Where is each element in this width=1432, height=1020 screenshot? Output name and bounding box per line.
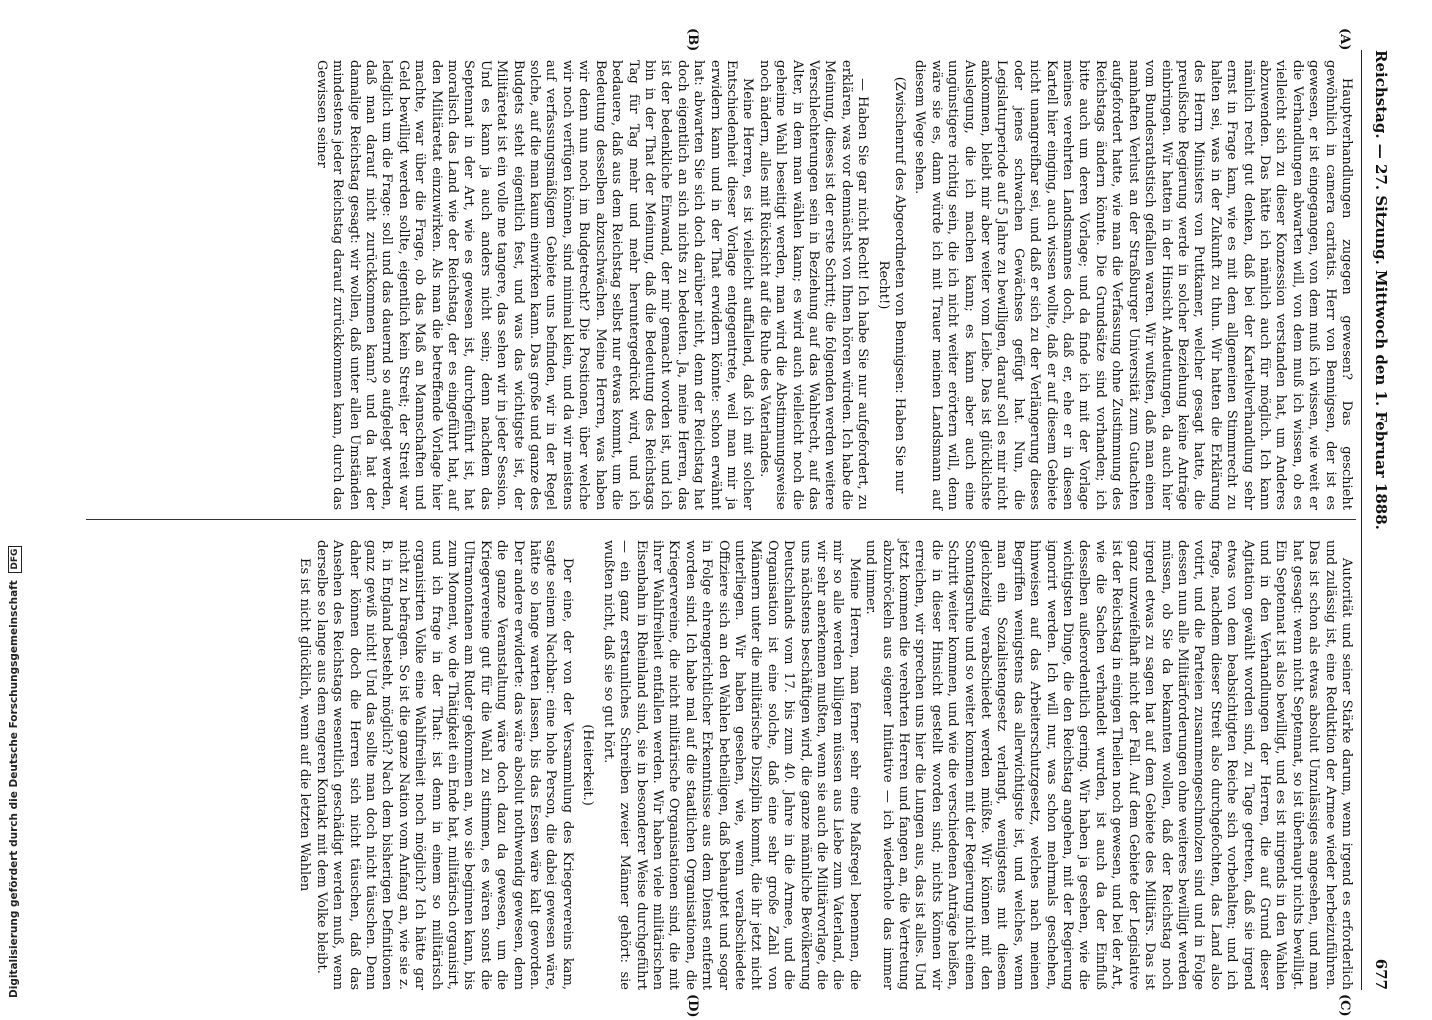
page-header (1364, 50, 1394, 990)
right-column (84, 540, 1354, 990)
margin-mark-d: (D) (685, 994, 700, 1018)
paragraph: Meine Herren, man ferner sehr eine Maßregel benennen, die mir so alle werden billigen müssen aus Liebe zum Vaterland, die wir sehr anerkennen mußten, wenn sie auch die Militärvorlage, die uns nächstens beschäftigen wird, die ganze männliche Bevölkerung Deutschlands vom 17. bis zum 40. Jahre in die Armee, und die Organisation ist eine solche, daß eine sehr große Zahl von Männern unter die militärische Disziplin kommt, die ihr jetzt nicht unterliegen. Wir haben gesehen, wie, wenn verabschiedete Offiziere sich an den Wahlen betheiligen, daß behauptet und sogar in Folge ehrengerichtlicher Erkenntnisse aus dem Dienst entfernt worden sind. Ich habe mal auf die staatlichen Organisationen, die Kriegervereine, die nicht militärische Organisationen sind, die mit ihrer Wahlfreiheit entfallen werden. Wir haben viele militärischen Eisenbahn in Rheinland sind, sie in besonderer Weise durchgeführt — ein ganz erstaunliches Schreiben zweier Männer gehört: sie wußten nicht, daß sie so gut hört. (600, 540, 862, 990)
paragraph: Es ist nicht glücklich, wenn auf die letzten Wahlen (297, 558, 313, 892)
rotated-scan (80, 20, 1400, 1020)
interjection: (Zwischenruf des Abgeordneten von Bennigsen: Haben Sie nur Recht!) (875, 76, 908, 494)
paragraph: Der eine, der von der Versammlung des Kriegervereins kam, sagte seinem Nachbar: eine hohe Person, die dabei gewesen wäre, hätte so lange warten lassen, bis das Essen wäre kalt geworden. Der andere erwiderte: das wäre absolut nothwendig gewesen, denn die ganze Veranstaltung wäre doch dazu da gewesen, um die Kriegervereine gut für die Wahl zu stimmen, es wären sonst die Ultramontanen am Ruder gekommen an, wo sie beginnen kann, bis zum Moment, wo die Thätigkeit ein Ende hat, militärisch organisirt, und ich frage in der That: ist denn in einem so militärisch organisirten Volke eine Wahlfreiheit noch möglich? Ich hätte gar nicht zu befragen. So ist die ganze Nation vom Anfang an, wie sie z. B. in England besteht, möglich? Nach dem bisherigen Definitionen ganz gewiß nicht! Und das sollte man doch nicht täuschen. Denn daher können doch die Herren sich nicht täuschen, daß das Ansehen des Reichstags wesentlich geschädigt werden muß, wenn derselbe so lange aus dem engeren Kontakt mit dem Volke bleibt. (313, 540, 575, 990)
left-column (84, 60, 1354, 510)
footer-text-line (4, 548, 24, 998)
header-divider (1361, 50, 1362, 990)
interjection: (Heiterkeit.) (580, 724, 596, 806)
footer-text: Digitalisierung gefördert durch die Deutsche Forschungsgemeinschaft (8, 580, 20, 998)
margin-mark-b: (B) (685, 28, 700, 52)
dfg-logo: DFG (8, 546, 22, 573)
digitization-footer (4, 548, 24, 998)
paragraph: — Haben Sie gar nicht Recht! Ich habe Sie nur aufgefordert, zu erklären, was vor demnächst von Ihnen hören würden. Ich habe die Meinung, dieses ist der erste Schritt; die folgenden werden weitere Verschlechterungen sein in Beziehung auf das Wahlrecht, auf das Alter, in dem man wählen kann; es wird auch vielleicht noch die geheime Wahl beseitigt werden, man wird die Abstimmungsweise noch ändern, alles mit Rücksicht auf die Ruhe des Vaterlandes. (756, 60, 871, 510)
margin-mark-c: (C) (1337, 994, 1352, 1017)
paragraph: Hauptverhandlungen zugegen gewesen? Das geschieht gewöhnlich in camera caritatis. Herr von Bennigsen, der ist es gewesen, er ist eingegangen, von dem muß ich wissen, wie weit er die Verhandlungen abwarten will, von dem muß ich wissen, ob es vielleicht sich zu dieser Konzession verstanden hat, um Anderes abzuwenden. Das hätte ich nämlich auch für möglich. Ich kann nämlich recht gut denken, daß bei der Kartellverhandlung sehr ernst in Frage kam, wie es mit dem allgemeinen Stimmrecht zu halten sei, was in der Zukunft zu thun. Wir hatten die Erklärung des Herrn Ministers von Puttkamer, welcher gesagt hatte, die preußische Regierung werde in solcher Beziehung keine Anträge einbringen. Wir hatten in der Hinsicht Andeutungen, da auch hier vom Bundesrathstisch gefallen waren. Wir wußten, daß man einen namhaften Verlust an der Straßburger Universität zum Gutachten aufgefordert hatte, wie man die Verfassung ohne Zustimmung des Reichstags ändern könnte. Die Grundsätze sind vorhanden; ich bitte auch um deren Vorlage; und da finde ich mit der Vorlage meines verehrten Landsmannes doch, daß er, ehe er in diesen Kartell hier einging, auch wissen wollte, daß er auf diesem Gebiete nicht unangreifbar sei, und daß er sich zu der Verlängerung dieses oder jenes schwachen Gewächses gefügt hat. Nun, die Legislaturperiode auf 5 Jahre zu bewilligen, darauf soll es mir nicht ankommen, bleibt mir aber weiter vom Leibe. Das ist glücklichste Auslegung, die ich machen kann; es kann aber auch eine ungünstigere richtig sein, die ich nicht weiter erörtern will, denn wäre sie es, dann würde ich mit Trauer meinen Landsmann auf diesem Wege sehen. (912, 60, 1354, 510)
page-number: 677 (1372, 958, 1390, 990)
column-divider (86, 519, 1356, 520)
paragraph: Autorität und seiner Stärke darum, wenn irgend es erforderlich und zulässig ist, eine Reduktion der Armee wieder herbeizuführen. Das ist schon als etwas absolut Unzulässiges angesehen, und man hat gesagt: wenn nicht Septennat, so ist überhaupt nichts bewilligt. Ein Septennat ist also bewilligt, und es ist nirgends in den Wahlen und in den Verhandlungen der Herren, die auf Grund dieser Agitation gewählt worden sind, zu Tage getreten, daß sie irgend etwas von dem beabsichtigten Reiche sich vorbehalten; und ich frage, nachdem dieser Streit also durchgefochten, das Land also votirt, und die Parteien zusammengeschmolzen sind und in Folge dessen nun alle Militärforderungen ohne weiteres bewilligt werden müssen, ob Sie da bekannten wollen, daß der Reichstag noch irgend etwas zu sagen hat auf dem Gebiete des Militärs. Das ist ganz unzweifelhaft nicht der Fall. Auf dem Gebiete der Legislative ist der Reichstag in einigen Theilen noch gewesen, und bei der Art, wie die Sachen verhandelt wurden, ist auch da der Einfluß desselben außerordentlich gering. Wir haben ja gesehen, wie die wichtigsten Dinge, die den Reichstag angehen, mit der Regierung ignorirt werden. Ich will nur, was schon mehrmals geschehen, hinweisen auf das Arbeiterschutzgesetz, welches nach meinen Begriffen wenigstens das allerwichtigste ist, und welches, wenn man ein Sozialistengesetz verlangt, wenigstens mit diesem gleichzeitig verabschiedet werden müßte. Wir können mit den Sonntagsruhe und so weiter kommen mit der Regierung nicht einen Schritt weiter kommen, und wie die verschiedenen Anträge heißen, die in dieser Hinsicht gestellt worden sind; nichts können wir erreichen, wir sprechen uns hier die Lungen aus, das ist alles. Und jetzt kommen die verehrten Herren und fangen an, die Vertretung abzubröckeln aus eigener Initiative — ich wiederhole das immer und immer. (863, 540, 1354, 990)
paragraph: Meine Herren, es ist vielleicht auffallend, daß ich mit solcher Entschiedenheit dieser Vorlage entgegentrete, weil man mir ja erwidern kann und in der That erwidern könnte: schon erwähnt hat: abwarten Sie sich doch darüber nicht, denn der Reichstag hat doch eigentlich an sich nichts zu bedeuten. Ja, meine Herren, das ist der bedenkliche Einwand, der mir gemacht worden ist, und ich bin in der That der Meinung, daß die Bedeutung des Reichstags Tag für Tag mehr und mehr heruntergedrückt wird, und ich bedauere, daß aus dem Reichstag selbst nur etwas kommt, um die Bedeutung desselben abzuschwächen. Meine Herren, was haben wir denn nun noch im Budgetrecht? Die Positionen, über welche wir noch verfügen können, sind minimal klein, und da wir meistens auf verfassungsmäßigem Gebiete uns befinden, wir in der Regel solche, auf die man kaum einwirken kann. Das große und ganze des Budgets steht eigentlich fest, und was das wichtigste ist, der Militäretat ist ein volle me tangere, das sehen wir in jeder Session. Und es kann ja auch anders nicht sein; denn nachdem das Septennat in der Art, wie es gewesen ist, durchgeführt ist, hat moralisch das Land wie der Reichstag, der es eingeführt hat, auf den Militäretat einzuwirken. Als man die betreffende Vorlage hier machte, war über die Frage, ob das Maß an Mannschaften und Geld bewilligt werden sollte, eigentlich kein Streit; der Streit war lediglich um die Frage: soll und das dauernd so aufgelegt werden, daß man darauf nicht zurückkommen kann? und da hat der damalige Reichstag gesagt: wir wollen, daß unter allen Umständen mindestens jeder Reichstag darauf zurückkommen kann, durch das Gewissen seiner (313, 60, 756, 510)
page-title: Reichstag. — 27. Sitzung. Mittwoch den 1. Februar 1888. (1372, 50, 1390, 530)
margin-mark-a: (A) (1337, 28, 1352, 51)
